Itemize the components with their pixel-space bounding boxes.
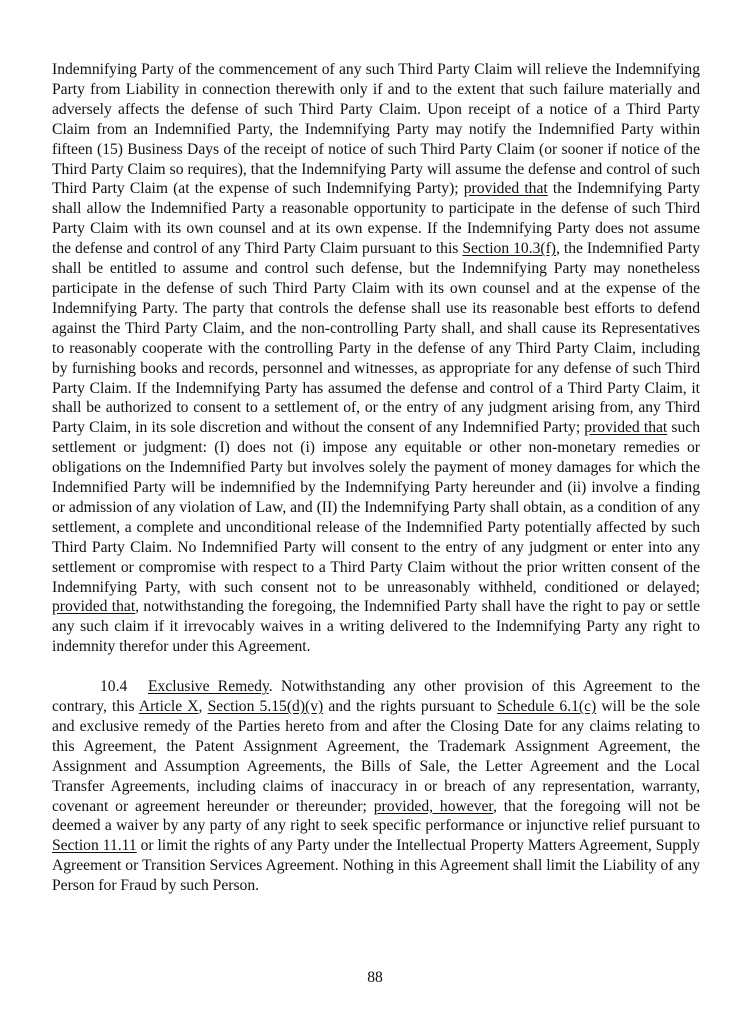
defined-term-provided-that: provided that — [52, 598, 136, 616]
text-run: and the rights pursuant to — [323, 697, 498, 715]
text-run: , — [198, 697, 208, 715]
document-page — [52, 60, 700, 896]
section-heading: Exclusive Remedy — [148, 678, 269, 696]
text-run: such settlement or judgment: (I) does not (i) impose any equitable or other non-monetary remedies or obligations on the Indemnified Party but involves solely the payment of money damages for which the Indemnified Party will be indemnified by the Indemnifying Party hereunder and (ii) involve a finding or admission of any violation of Law, and (II) the Indemnifying Party shall obtain, as a condition of any settlement, a complete and unconditional release of the Indemnified Party potentially affected by such Third Party Claim. No Indemnified Party will consent to the entry of any judgment or enter into any settlement or compromise with respect to a Third Party Claim without the prior written consent of the Indemnifying Party, with such consent not to be unreasonably withheld, conditioned or delayed; — [52, 419, 700, 596]
paragraph-indemnification-defense — [52, 60, 700, 657]
text-run: , notwithstanding the foregoing, the Indemnified Party shall have the right to pay or settle any such claim if it irrevocably waives in a writing delivered to the Indemnifying Party any right to indemnity therefor under this Agreement. — [52, 598, 700, 656]
defined-term-provided-that: provided that — [463, 180, 548, 198]
section-number: 10.4 — [100, 678, 128, 696]
text-run: , that the foregoing will not be deemed a waiver by any party of any right to seek specific performance or injunctive relief pursuant to — [52, 797, 700, 835]
cross-reference-schedule-6-1c: Schedule 6.1(c) — [497, 697, 597, 715]
page-number: 88 — [367, 969, 383, 986]
cross-reference-section-10-3f: Section 10.3(f) — [462, 240, 556, 258]
text-run: . Notwithstanding any other provision of this Agreement to the contrary, this — [52, 678, 700, 715]
text-run: Indemnifying Party of the commencement of any such Third Party Claim will relieve the Indemnifying Party from Liability in connection therewith only if and to the extent that such failure materially and adversely affects the defense of such Third Party Claim. Upon receipt of a notice of a Third Party Claim from an Indemnified Party, the Indemnifying Party may notify the Indemnified Party within fifteen (15) Business Days of the receipt of notice of such Third Party Claim (or sooner if notice of the Third Party Claim so requires), that the Indemnifying Party will assume the defense and control of such Third Party Claim (at the expense of such Indemnifying Party); — [52, 61, 700, 198]
defined-term-provided-that: provided that — [584, 419, 668, 437]
cross-reference-section-11-11: Section 11.11 — [52, 837, 137, 855]
text-run: the Indemnifying Party shall allow the Indemnified Party a reasonable opportunity to participate in the defense of such Third Party Claim with its own counsel and at its own expense. If the Indemnifying Party does not assume the defense and control of any Third Party Claim pursuant to this — [52, 180, 701, 258]
text-run: , the Indemnified Party shall be entitled to assume and control such defense, but the Indemnifying Party may nonetheless participate in the defense of such Third Party Claim with its own counsel and at the expense of the Indemnifying Party. The party that controls the defense shall use its reasonable best efforts to defend against the Third Party Claim, and the non-controlling Party shall, and shall cause its Representatives to reasonably cooperate with the controlling Party in the defense of any Third Party Claim, including by furnishing books and records, personnel and witnesses, as appropriate for any defense of such Third Party Claim. If the Indemnifying Party has assumed the defense and control of a Third Party Claim, it shall be authorized to consent to a settlement of, or the entry of any judgment arising from, any Third Party Claim, in its sole discretion and without the consent of any Indemnified Party; — [52, 240, 700, 437]
cross-reference-section-5-15: Section 5.15(d)(v) — [207, 697, 324, 715]
defined-term-provided-however: provided, however — [373, 797, 493, 815]
text-run: will be the sole and exclusive remedy of the Parties hereto from and after the Closing Date for any claims relating to this Agreement, the Patent Assignment Agreement, the Trademark Assignment Agreement, the Assignment and Assumption Agreements, the Bills of Sale, the Letter Agreement and the Local Transfer Agreements, including claims of inaccuracy in or breach of any representation, warranty, covenant or agreement hereunder or thereunder; — [52, 697, 700, 815]
text-run: or limit the rights of any Party under the Intellectual Property Matters Agreement, Supply Agreement or Transition Services Agreement. Nothing in this Agreement shall limit the Liability of any Person for Fraud by such Person. — [52, 837, 700, 895]
paragraph-exclusive-remedy — [52, 677, 700, 896]
cross-reference-article-x: Article X — [138, 697, 199, 715]
